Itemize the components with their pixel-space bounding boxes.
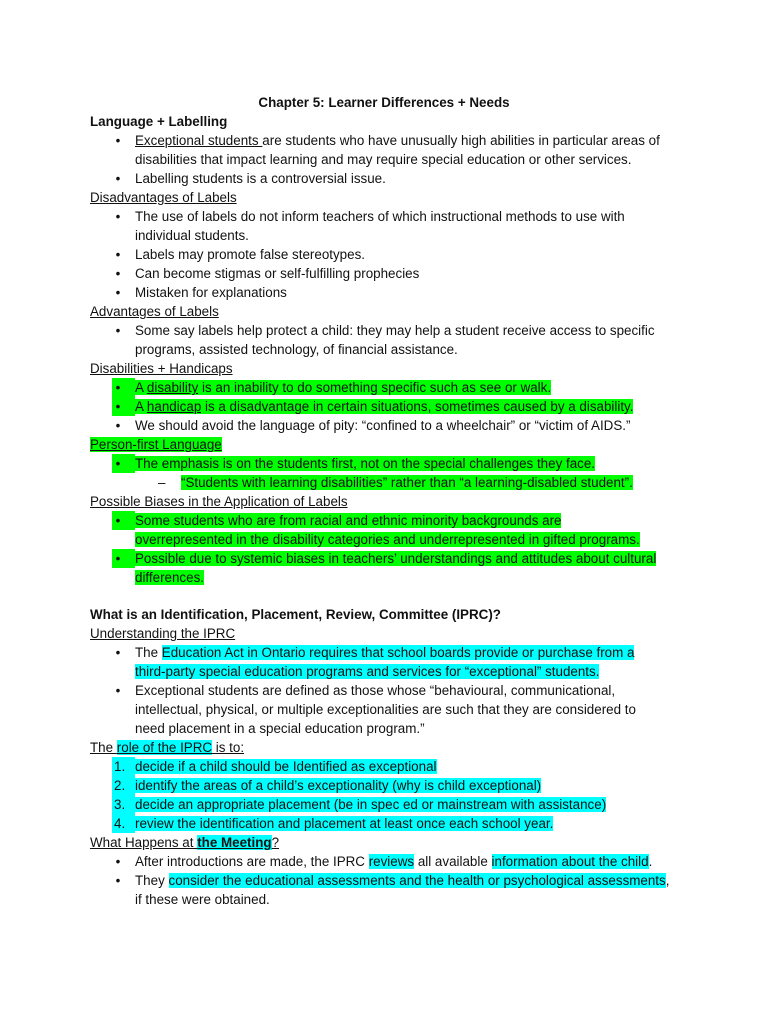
list-item: Labelling students is a controversial issue. — [135, 171, 386, 186]
page-title: Chapter 5: Learner Differences + Needs — [258, 95, 510, 110]
list-number: 3. — [114, 797, 126, 812]
list-item-continued: if these were obtained. — [135, 892, 270, 907]
list-number: 4. — [114, 816, 126, 831]
heading-advantages: Advantages of Labels — [90, 304, 219, 319]
list-item: They consider the educational assessments and the health or psychological assessments, — [135, 873, 670, 888]
heading-role-iprc: The role of the IPRC is to: — [90, 740, 245, 755]
list-item: A disability is an inability to do something specific such as see or walk. — [135, 380, 552, 395]
bullet-icon: • — [115, 645, 121, 660]
bullet-icon: • — [115, 873, 121, 888]
bullet-icon: • — [115, 380, 121, 395]
numbered-item: identify the areas of a child’s exceptionality (why is child exceptional) — [135, 778, 542, 793]
bullet-icon: • — [115, 266, 121, 281]
list-item-continued: differences. — [135, 570, 204, 585]
list-item: Exceptional students are students who have unusually high abilities in particular areas of — [135, 133, 660, 148]
list-number: 2. — [114, 778, 126, 793]
bullet-icon: • — [115, 323, 121, 338]
bullet-icon: • — [115, 285, 121, 300]
list-item: The emphasis is on the students first, not on the special challenges they face. — [135, 456, 596, 471]
list-item-continued: need placement in a special education program.” — [135, 721, 425, 736]
term-exceptional-students: Exceptional students — [135, 133, 263, 148]
list-item: The Education Act in Ontario requires that school boards provide or purchase from a — [135, 645, 635, 660]
list-number: 1. — [114, 759, 126, 774]
heading-understanding-iprc: Understanding the IPRC — [90, 626, 236, 641]
bullet-icon: • — [115, 133, 121, 148]
list-item: Some students who are from racial and ethnic minority backgrounds are — [135, 513, 562, 528]
list-item: Some say labels help protect a child: they may help a student receive access to specific — [135, 323, 655, 338]
bullet-icon: • — [115, 399, 121, 414]
bullet-icon: • — [115, 456, 121, 471]
list-item: Mistaken for explanations — [135, 285, 287, 300]
sub-list-item: “Students with learning disabilities” rather than “a learning-disabled student”. — [181, 475, 633, 490]
list-item: Labels may promote false stereotypes. — [135, 247, 365, 262]
list-item: Possible due to systemic biases in teachers’ understandings and attitudes about cultural — [135, 551, 657, 566]
bullet-icon: • — [115, 683, 121, 698]
list-item-continued: disabilities that impact learning and may require special education or other services. — [135, 152, 632, 167]
bullet-icon: • — [115, 209, 121, 224]
bullet-icon: • — [115, 418, 121, 433]
list-item: After introductions are made, the IPRC reviews all available information about the child. — [135, 854, 653, 869]
dash-icon: – — [158, 475, 166, 490]
heading-iprc: What is an Identification, Placement, Review, Committee (IPRC)? — [90, 607, 501, 622]
term-disability: disability — [146, 380, 199, 395]
bullet-icon: • — [115, 513, 121, 528]
list-item: We should avoid the language of pity: “confined to a wheelchair” or “victim of AIDS.” — [135, 418, 631, 433]
term-handicap: handicap — [146, 399, 202, 414]
list-item: Can become stigmas or self-fulfilling prophecies — [135, 266, 420, 281]
bullet-icon: • — [115, 247, 121, 262]
list-item: Exceptional students are defined as those whose “behavioural, communicational, — [135, 683, 616, 698]
numbered-item: review the identification and placement at least once each school year. — [135, 816, 554, 831]
numbered-item: decide an appropriate placement (be in spec ed or mainstream with assistance) — [135, 797, 607, 812]
heading-person-first: Person-first Language — [90, 437, 222, 452]
heading-disadvantages: Disadvantages of Labels — [90, 190, 237, 205]
bullet-icon: • — [115, 551, 121, 566]
list-item-continued: intellectual, physical, or multiple exceptionalities are such that they are considered to — [135, 702, 636, 717]
heading-possible-biases: Possible Biases in the Application of Labels — [90, 494, 348, 509]
list-item: A handicap is a disadvantage in certain situations, sometimes caused by a disability. — [135, 399, 634, 414]
heading-meeting: What Happens at the Meeting? — [90, 835, 280, 850]
list-item-continued: programs, assisted technology, of financial assistance. — [135, 342, 458, 357]
list-item: The use of labels do not inform teachers of which instructional methods to use with — [135, 209, 625, 224]
list-item-continued: third-party special education programs and services for “exceptional” students. — [135, 664, 600, 679]
bullet-icon: • — [115, 854, 121, 869]
list-item-continued: individual students. — [135, 228, 249, 243]
heading-disabilities-handicaps: Disabilities + Handicaps — [90, 361, 233, 376]
numbered-item: decide if a child should be Identified as exceptional — [135, 759, 437, 774]
heading-language-labelling: Language + Labelling — [90, 114, 228, 129]
bullet-icon: • — [115, 171, 121, 186]
list-item-continued: overrepresented in the disability categories and underrepresented in gifted programs. — [135, 532, 640, 547]
